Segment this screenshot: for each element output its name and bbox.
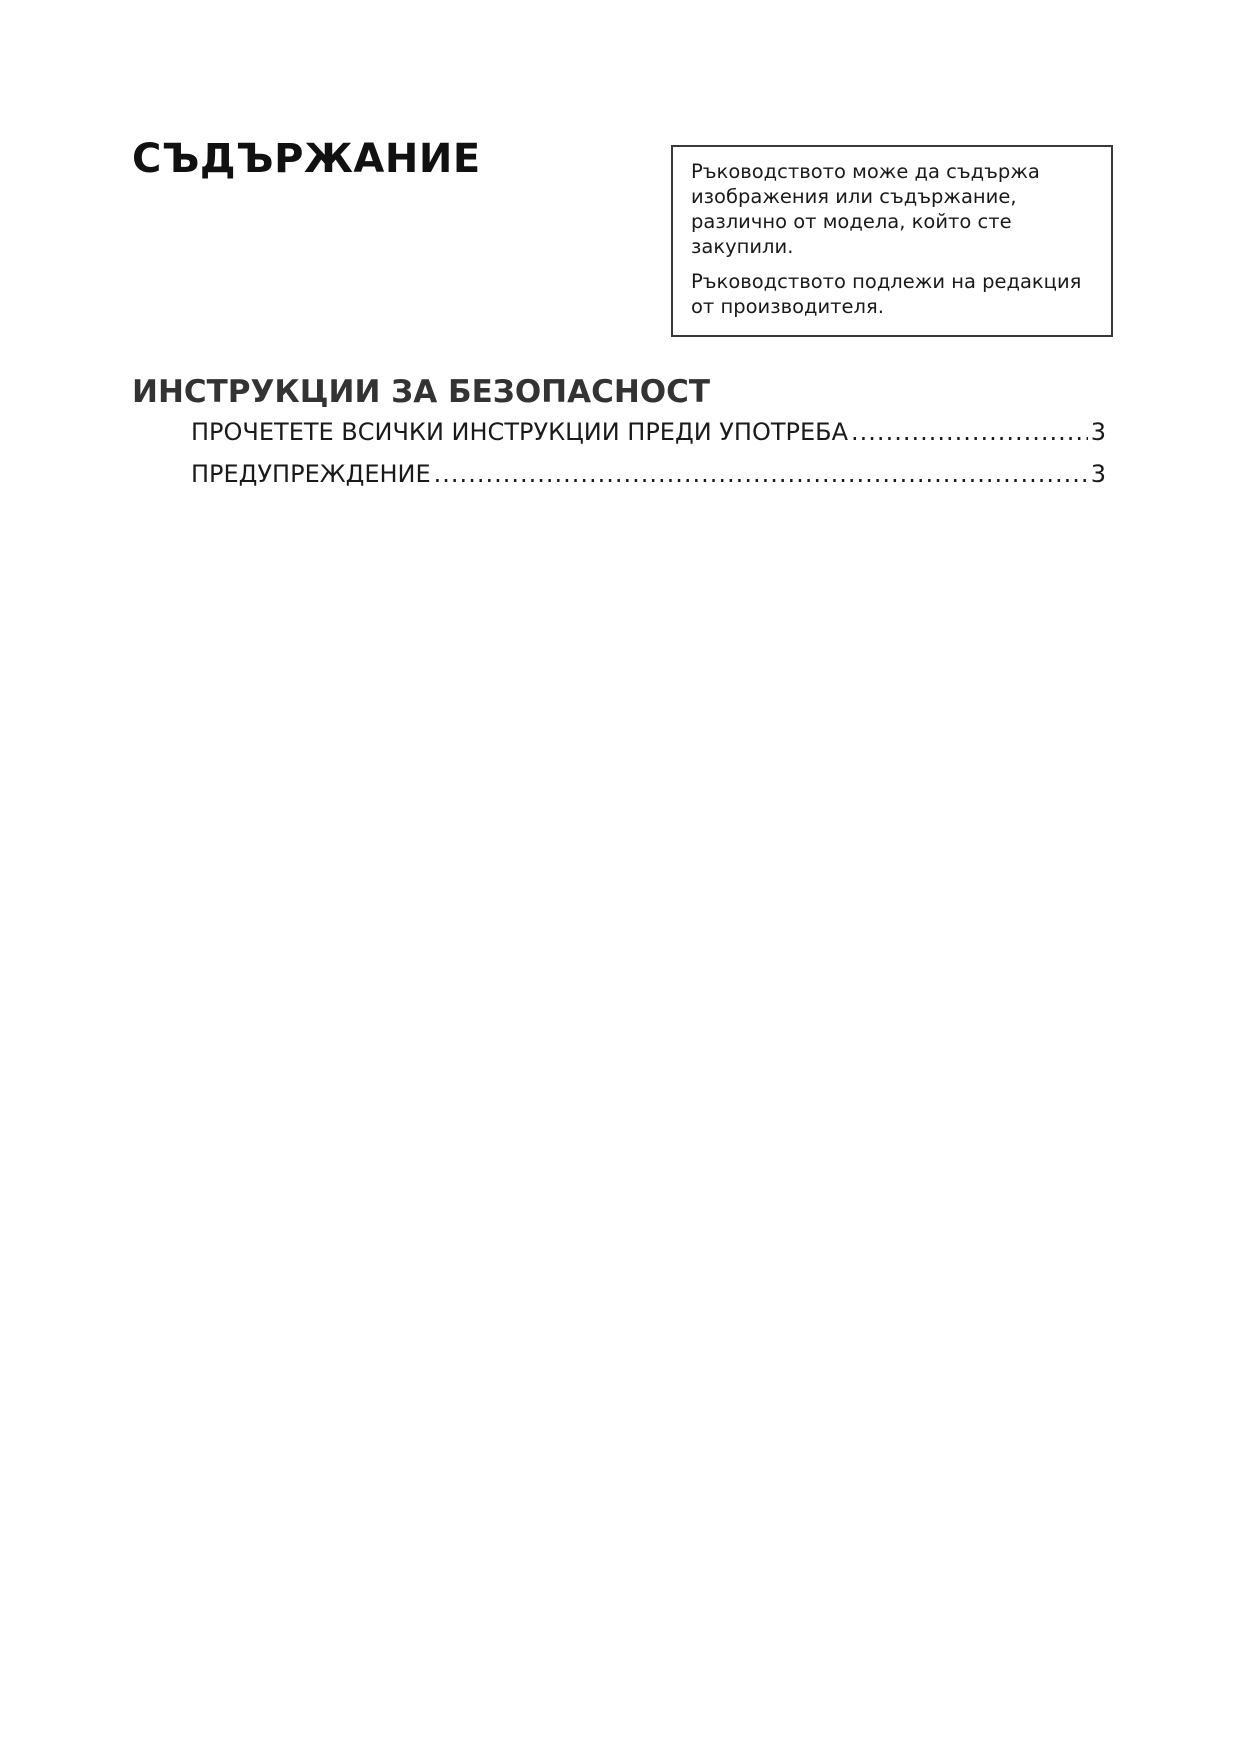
- toc-dot-leader: [434, 460, 1088, 488]
- toc-page-number[interactable]: 3: [1090, 460, 1106, 488]
- toc-dot-leader: [851, 418, 1088, 446]
- page-title: СЪДЪРЖАНИЕ: [132, 136, 481, 182]
- toc-entry-label[interactable]: ПРЕДУПРЕЖДЕНИЕ: [191, 460, 431, 488]
- toc-entry[interactable]: [191, 460, 1106, 502]
- notice-box: [671, 145, 1113, 337]
- notice-paragraph: Ръководството подлежи на редакция от производителя.: [691, 270, 1082, 318]
- toc-page-number[interactable]: 3: [1090, 418, 1106, 446]
- toc-entry-label[interactable]: ПРОЧЕТЕТЕ ВСИЧКИ ИНСТРУКЦИИ ПРЕДИ УПОТРЕБА: [191, 418, 849, 446]
- toc-entry[interactable]: [191, 418, 1106, 460]
- table-of-contents: [191, 418, 1106, 502]
- toc-section-heading[interactable]: ИНСТРУКЦИИ ЗА БЕЗОПАСНОСТ: [132, 374, 711, 410]
- notice-paragraph: Ръководството може да съдържа изображения или съдържание, различно от модела, който сте закупили.: [691, 160, 1040, 258]
